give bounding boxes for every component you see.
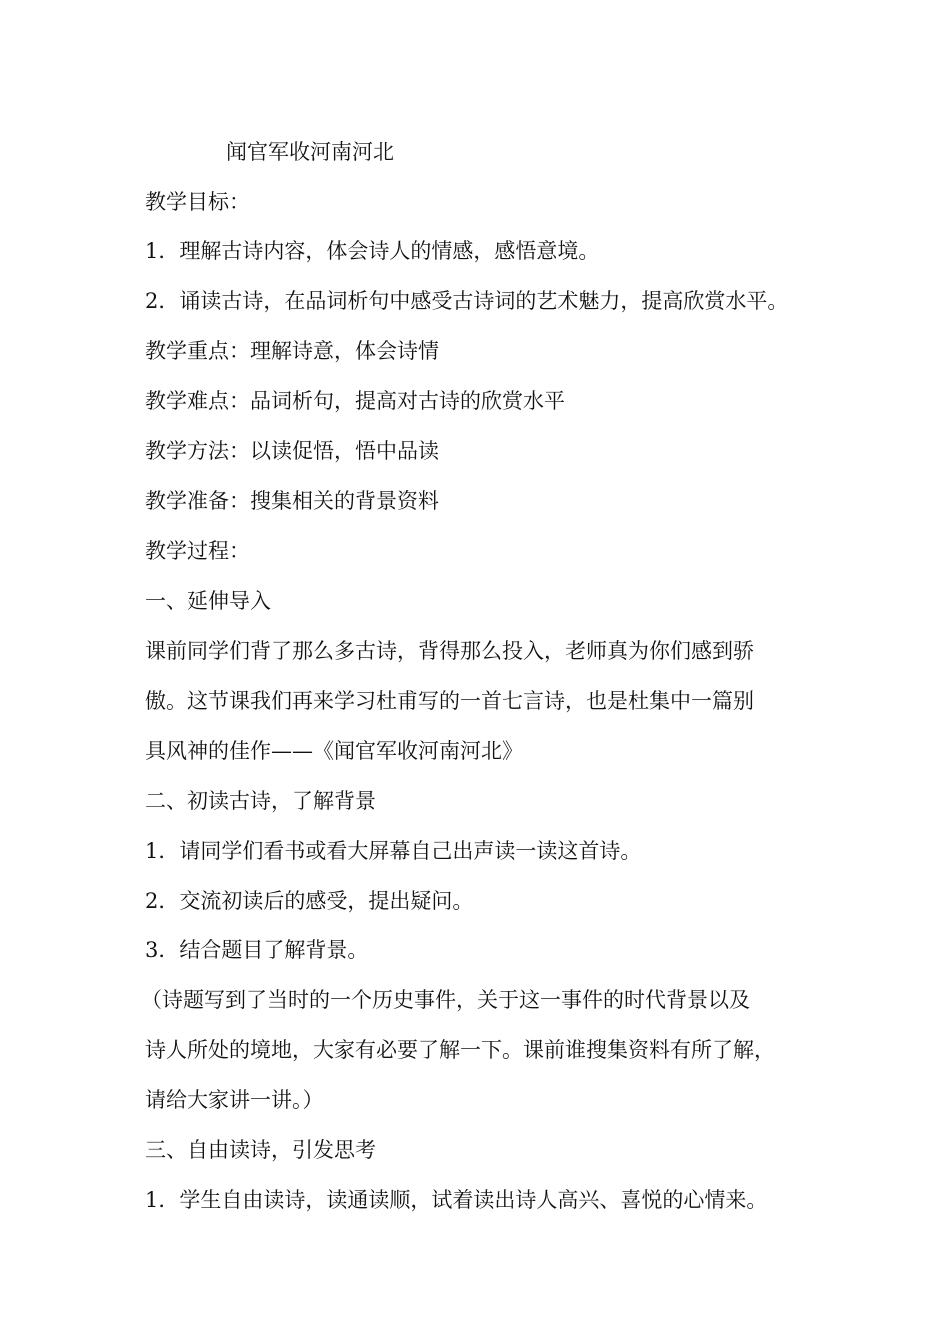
note-line: 请给大家讲一讲。） xyxy=(145,1088,324,1112)
step-heading-first-reading: 二、初读古诗，了解背景 xyxy=(145,789,376,813)
step-heading-free-reading: 三、自由读诗，引发思考 xyxy=(145,1138,376,1162)
note-line: 诗人所处的境地，大家有必要了解一下。课前谁搜集资料有所了解， xyxy=(145,1038,775,1062)
paragraph-line: 具风神的佳作——《闻官军收河南河北》 xyxy=(145,739,523,763)
section-heading-objectives: 教学目标： xyxy=(145,190,250,214)
step-heading-intro: 一、延伸导入 xyxy=(145,589,271,613)
step-item: 3．结合题目了解背景。 xyxy=(145,938,369,962)
methods-line: 教学方法：以读促悟，悟中品读 xyxy=(145,439,439,463)
step-item: 2．交流初读后的感受，提出疑问。 xyxy=(145,889,474,913)
document-title: 闻官军收河南河北 xyxy=(226,140,394,164)
preparation-line: 教学准备：搜集相关的背景资料 xyxy=(145,489,439,513)
difficulties-line: 教学难点：品词析句，提高对古诗的欣赏水平 xyxy=(145,389,565,413)
note-line: （诗题写到了当时的一个历史事件，关于这一事件的时代背景以及 xyxy=(141,988,750,1012)
section-heading-process: 教学过程： xyxy=(145,539,250,563)
paragraph-line: 傲。这节课我们再来学习杜甫写的一首七言诗，也是杜集中一篇别 xyxy=(145,689,754,713)
step-item: 1．请同学们看书或看大屏幕自己出声读一读这首诗。 xyxy=(145,839,642,863)
key-points-line: 教学重点：理解诗意，体会诗情 xyxy=(145,339,439,363)
paragraph-line: 课前同学们背了那么多古诗，背得那么投入，老师真为你们感到骄 xyxy=(145,639,754,663)
step-item: 1．学生自由读诗，读通读顺，试着读出诗人高兴、喜悦的心情来。 xyxy=(145,1188,768,1212)
objective-item: 2．诵读古诗，在品词析句中感受古诗词的艺术魅力，提高欣赏水平。 xyxy=(145,289,789,313)
objective-item: 1．理解古诗内容，体会诗人的情感，感悟意境。 xyxy=(145,239,600,263)
